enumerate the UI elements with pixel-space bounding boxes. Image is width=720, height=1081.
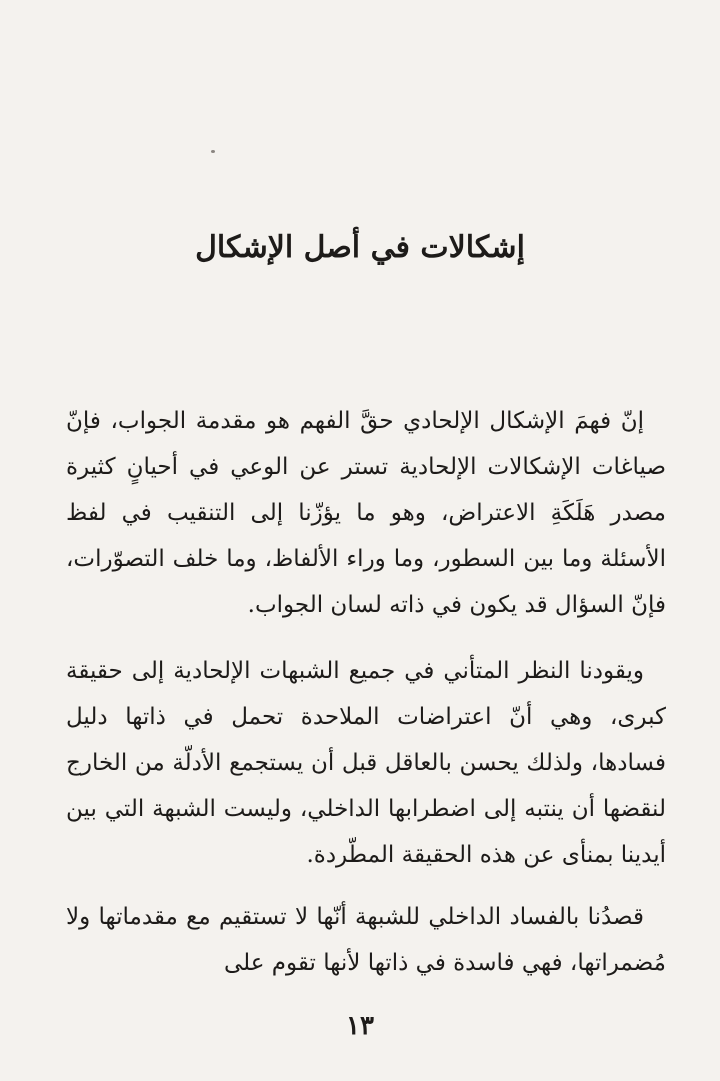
page-number: ١٣ xyxy=(346,1011,374,1041)
paragraph-3: قصدُنا بالفساد الداخلي للشبهة أنّها لا تستقيم مع مقدماتها ولا مُضمراتها، فهي فاسدة في ذاتها لأنها تقوم على xyxy=(66,904,666,976)
chapter-title: إشكالات في أصل الإشكال xyxy=(195,230,525,265)
paper-speck xyxy=(211,150,215,153)
body-text xyxy=(66,398,666,986)
paragraph-2: ويقودنا النظر المتأني في جميع الشبهات الإلحادية إلى حقيقة كبرى، وهي أنّ اعتراضات الملاحدة تحمل في ذاتها دليل فسادها، ولذلك يحسن بالعاقل قبل أن يستجمع الأدلّة من الخارج لنقضها أن ينتبه إلى اضطرابها الداخلي، وليست الشبهة التي بين أيدينا بمنأى عن هذه الحقيقة المطّردة. xyxy=(66,658,666,868)
paragraph-1: إنّ فهمَ الإشكال الإلحادي حقَّ الفهم هو مقدمة الجواب، فإنّ صياغات الإشكالات الإلحادية تستر عن الوعي في أحيانٍ كثيرة مصدر هَلَكَةِ الاعتراض، وهو ما يؤزّنا إلى التنقيب في لفظ الأسئلة وما بين السطور، وما وراء الألفاظ، وما خلف التصوّرات، فإنّ السؤال قد يكون في ذاته لسان الجواب. xyxy=(66,408,666,618)
